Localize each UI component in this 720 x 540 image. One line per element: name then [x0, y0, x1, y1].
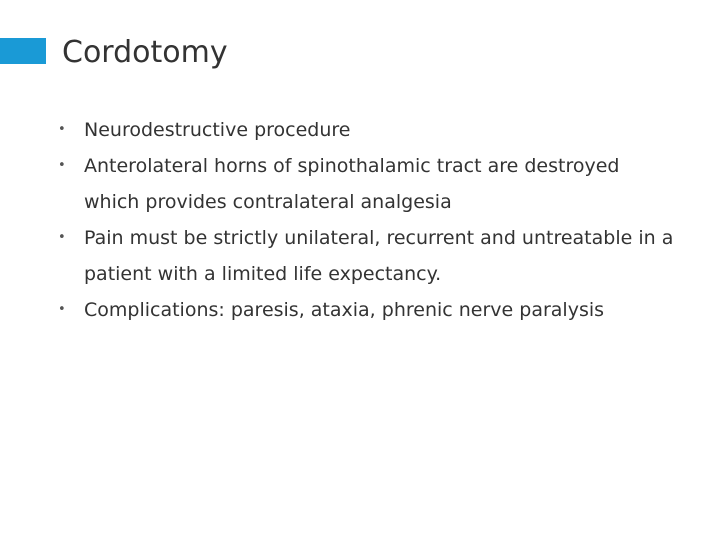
bullet-list [58, 112, 678, 328]
bullet-icon: • [58, 158, 66, 173]
bullet-text: Anterolateral horns of spinothalamic tract are destroyed which provides contralateral analgesia [84, 155, 620, 213]
bullet-icon: • [58, 302, 66, 317]
title-accent-bar [0, 38, 46, 64]
bullet-item [58, 292, 678, 328]
bullet-icon: • [58, 230, 66, 245]
bullet-text: Pain must be strictly unilateral, recurrent and untreatable in a patient with a limited life expectancy. [84, 227, 674, 285]
bullet-item [58, 148, 678, 220]
bullet-text: Complications: paresis, ataxia, phrenic nerve paralysis [84, 299, 605, 321]
bullet-text: Neurodestructive procedure [84, 119, 351, 141]
bullet-item [58, 220, 678, 292]
bullet-icon: • [58, 122, 66, 137]
bullet-item [58, 112, 678, 148]
slide-title: Cordotomy [62, 35, 228, 70]
